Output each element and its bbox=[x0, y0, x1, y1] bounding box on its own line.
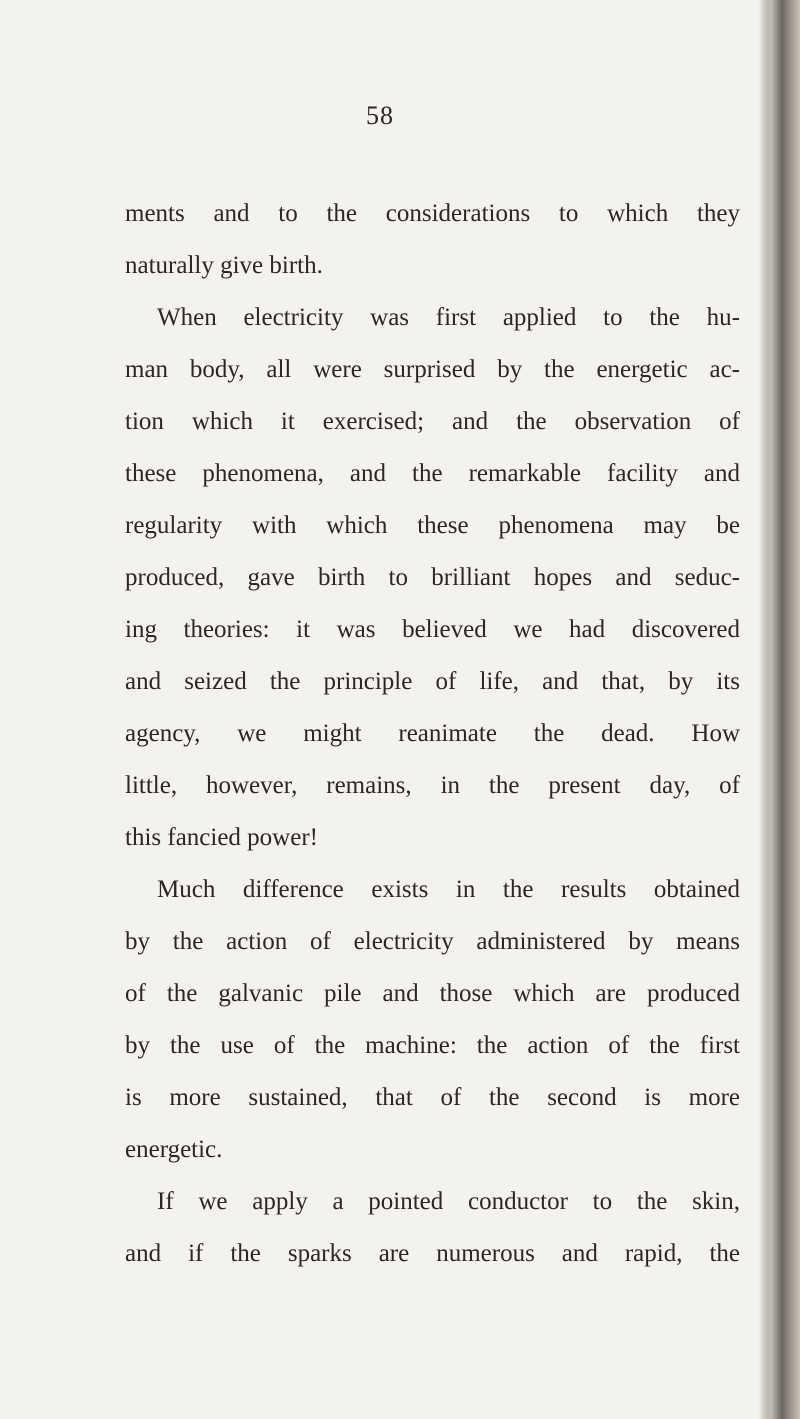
text-line: these phenomena, and the remarkable facility and bbox=[125, 460, 740, 487]
text-line: energetic. bbox=[125, 1136, 223, 1163]
text-line: man body, all were surprised by the energetic ac- bbox=[125, 356, 740, 383]
text-line: this fancied power! bbox=[125, 824, 318, 851]
text-line: Much difference exists in the results obtained bbox=[157, 876, 740, 903]
body-text bbox=[125, 188, 740, 1280]
text-line: When electricity was first applied to the hu- bbox=[157, 304, 740, 331]
page-binding-edge bbox=[760, 0, 800, 1419]
text-line: little, however, remains, in the present day, of bbox=[125, 772, 740, 799]
text-line: If we apply a pointed conductor to the skin, bbox=[157, 1188, 740, 1215]
text-line: is more sustained, that of the second is more bbox=[125, 1084, 740, 1111]
text-line: produced, gave birth to brilliant hopes and seduc- bbox=[125, 564, 740, 591]
text-line: ing theories: it was believed we had discovered bbox=[125, 616, 740, 643]
text-line: and if the sparks are numerous and rapid, the bbox=[125, 1240, 740, 1267]
text-line: regularity with which these phenomena may be bbox=[125, 512, 740, 539]
text-line: by the action of electricity administered by means bbox=[125, 928, 740, 955]
text-line: naturally give birth. bbox=[125, 252, 323, 279]
text-line: of the galvanic pile and those which are produced bbox=[125, 980, 740, 1007]
text-line: by the use of the machine: the action of the first bbox=[125, 1032, 740, 1059]
text-line: agency, we might reanimate the dead. How bbox=[125, 720, 740, 747]
text-line: and seized the principle of life, and that, by its bbox=[125, 668, 740, 695]
text-line: tion which it exercised; and the observation of bbox=[125, 408, 740, 435]
page-number: 58 bbox=[366, 101, 394, 130]
text-line: ments and to the considerations to which they bbox=[125, 200, 740, 227]
